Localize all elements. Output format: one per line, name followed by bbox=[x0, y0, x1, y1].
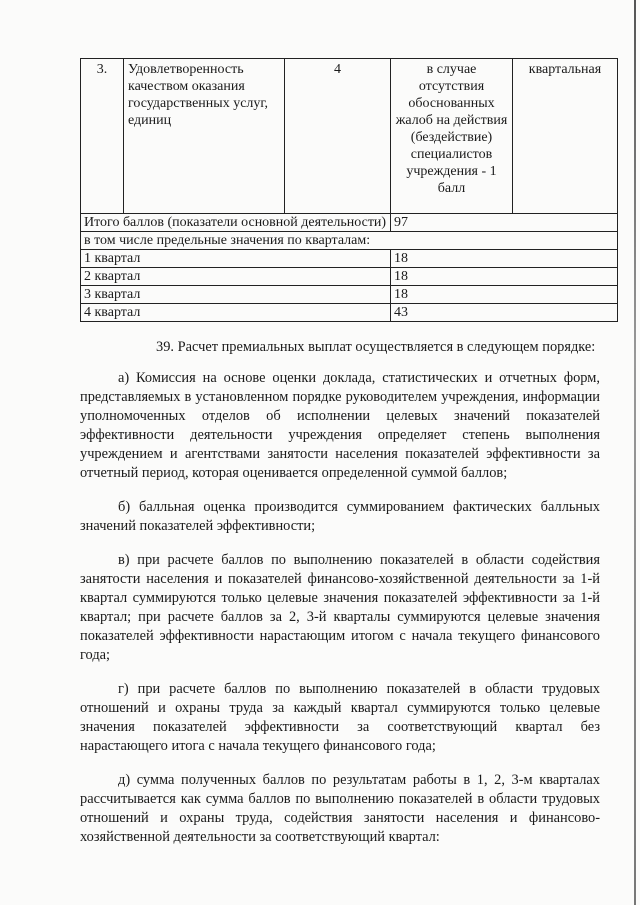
page-edge bbox=[634, 0, 636, 905]
indicator-condition: в случае отсутствия обоснованных жалоб на действия (бездействие) специалистов учреждения - 1 балл bbox=[391, 59, 513, 214]
quarter-value: 18 bbox=[391, 268, 618, 286]
indicator-name: Удовлетворенность качеством оказания государственных услуг, единиц bbox=[124, 59, 285, 214]
indicator-value: 4 bbox=[285, 59, 391, 214]
quarter-label: 1 квартал bbox=[81, 250, 391, 268]
table-row bbox=[81, 268, 618, 286]
quarter-label: 2 квартал bbox=[81, 268, 391, 286]
indicator-period: квартальная bbox=[513, 59, 618, 214]
total-value: 97 bbox=[391, 214, 618, 232]
quarter-value: 18 bbox=[391, 286, 618, 304]
row-number: 3. bbox=[81, 59, 124, 214]
paragraph-b: б) балльная оценка производится суммированием фактических балльных значений показателей эффективности; bbox=[80, 499, 600, 534]
total-row bbox=[81, 214, 618, 232]
table-row bbox=[81, 304, 618, 322]
indicators-table bbox=[80, 58, 618, 322]
quarters-heading: в том числе предельные значения по кварталам: bbox=[81, 232, 618, 250]
table-row bbox=[81, 59, 618, 214]
quarters-heading-row bbox=[81, 232, 618, 250]
paragraph-v: в) при расчете баллов по выполнению показателей в области содействия занятости населения и показателей финансово-хозяйственной деятельности за 1-й квартал суммируются только целевые значения показателей эффективности за 1-й квартал; при расчете баллов за 2, 3-й кварталы суммируются целевые значения показателей эффективности нарастающим итогом с начала текущего финансового года; bbox=[80, 552, 600, 663]
quarter-value: 18 bbox=[391, 250, 618, 268]
paragraph-39: 39. Расчет премиальных выплат осуществляется в следующем порядке: bbox=[156, 339, 596, 355]
total-label: Итого баллов (показатели основной деятельности) bbox=[81, 214, 391, 232]
table-row bbox=[81, 286, 618, 304]
quarter-label: 4 квартал bbox=[81, 304, 391, 322]
paragraph-g: г) при расчете баллов по выполнению показателей в области трудовых отношений и охраны труда за каждый квартал суммируются только целевые значения показателей эффективности за соответствующий квартал без нарастающего итога с начала текущего финансового года; bbox=[80, 681, 600, 754]
table-row bbox=[81, 250, 618, 268]
quarter-label: 3 квартал bbox=[81, 286, 391, 304]
document-body bbox=[80, 338, 600, 862]
paragraph-d: д) сумма полученных баллов по результатам работы в 1, 2, 3-м кварталах рассчитывается как сумма баллов по выполнению показателей в области трудовых отношений и охраны труда, содействия занятости населения и финансово-хозяйственной деятельности за соответствующий квартал: bbox=[80, 772, 600, 845]
quarter-value: 43 bbox=[391, 304, 618, 322]
paragraph-a: а) Комиссия на основе оценки доклада, статистических и отчетных форм, представляемых в установленном порядке руководителем учреждения, информации уполномоченных отделов об исполнении целевых значений показателей эффективности деятельности учреждения определяет степень выполнения учреждением и агентствами занятости населения показателей эффективности за отчетный период, которая оценивается определенной суммой баллов; bbox=[80, 370, 600, 481]
